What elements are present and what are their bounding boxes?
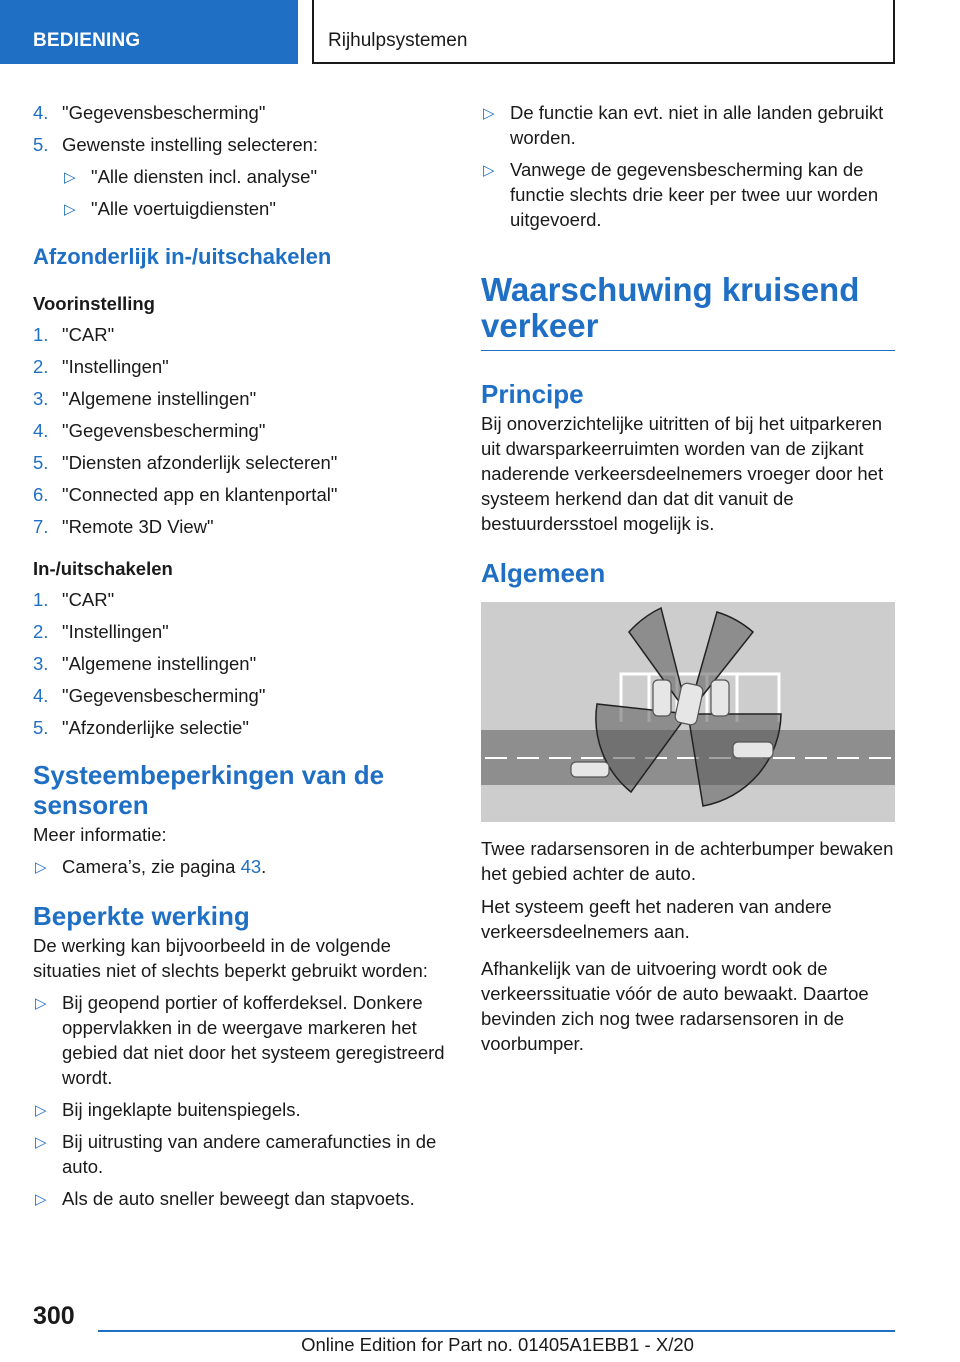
header-chapter-box (312, 0, 895, 64)
bullet-item: ▷ Bij ingeklapte buitenspiegels. (33, 1097, 448, 1122)
bullet-triangle-icon: ▷ (35, 1102, 47, 1119)
beperkt-intro: De werking kan bijvoorbeeld in de volgende situaties niet of slechts beperkt gebruikt worden: (33, 935, 428, 981)
algemeen-para3: Afhankelijk van de uitvoering wordt ook de verkeerssituatie vóór de auto bewaakt. Daartoe bevinden zich nog twee radarsensoren in de voorbumper. (481, 958, 869, 1054)
heading-waarschuwing: Waarschuwing kruisend verkeer (481, 272, 895, 351)
bullet-triangle-icon: ▷ (35, 995, 47, 1012)
left-column (33, 100, 448, 1218)
bullet-item: ▷ Vanwege de gegevensbescherming kan de functie slechts drie keer per twee uur worden uitgevoerd. (483, 159, 879, 230)
list-item: 2. "Instellingen" (33, 621, 169, 642)
list-item: 1. "CAR" (33, 324, 115, 345)
header-chapter-label: Rijhulpsystemen (328, 30, 468, 51)
heading-beperkte-werking: Beperkte werking (33, 901, 250, 931)
page-number: 300 (33, 1302, 75, 1330)
list-item: 6. "Connected app en klantenportal" (33, 484, 338, 505)
list-item: 3. "Algemene instellingen" (33, 388, 257, 409)
heading-systeembeperkingen: Systeembeperkingen van de sensoren (33, 760, 385, 820)
list-item: 5. Gewenste instelling selecteren: (33, 134, 319, 155)
top-sub-bullets (62, 164, 448, 221)
bullet-triangle-icon: ▷ (64, 169, 76, 186)
list-item: 1. "CAR" (33, 589, 115, 610)
bullet-triangle-icon: ▷ (35, 859, 47, 876)
algemeen-para1: Twee radarsensoren in de achterbumper bewaken het gebied achter de auto. (481, 838, 894, 884)
bullet-item: ▷ Camera’s, zie pagina 43. (33, 854, 448, 879)
voorinstelling-list (33, 322, 448, 539)
header-section-label: BEDIENING (33, 30, 141, 51)
bullet-item: ▷ "Alle diensten incl. analyse" (62, 164, 448, 189)
right-column (481, 100, 895, 1056)
inuitschakelen-list (33, 587, 448, 740)
bullet-triangle-icon: ▷ (483, 105, 495, 122)
meer-informatie: Meer informatie: (33, 824, 167, 845)
footer-divider (98, 1330, 895, 1332)
list-item: 4. "Gegevensbescherming" (33, 102, 266, 123)
list-item: 5. "Diensten afzonderlijk selecteren" (33, 452, 338, 473)
bullet-item: ▷ Bij geopend portier of kofferdeksel. Donkere oppervlakken in de weergave markeren het gebied dat niet door het systeem geregistreerd wordt. (35, 992, 445, 1088)
principe-text: Bij onoverzichtelijke uitritten of bij het uitparkeren uit dwarsparkeerruimten worden van de zijkant naderende verkeersdeelnemers vroeger door het systeem herkend dan dat dit vanuit de bestuurdersstoel mogelijk is. (481, 413, 884, 534)
top-ordered-list (33, 100, 448, 157)
bullet-item: ▷ De functie kan evt. niet in alle landen gebruikt worden. (483, 102, 884, 148)
list-item: 7. "Remote 3D View" (33, 516, 214, 537)
bullet-triangle-icon: ▷ (35, 1191, 47, 1208)
algemeen-para2: Het systeem geeft het naderen van andere verkeersdeelnemers aan. (481, 896, 832, 942)
list-item: 5. "Afzonderlijke selectie" (33, 717, 249, 738)
heading-principe: Principe (481, 379, 584, 409)
heading-afzonderlijk: Afzonderlijk in-/uitschakelen (33, 244, 332, 269)
bullet-item: ▷ Als de auto sneller beweegt dan stapvoets. (33, 1186, 448, 1211)
cross-traffic-illustration (481, 602, 895, 822)
list-item: 4. "Gegevensbescherming" (33, 685, 266, 706)
bullet-triangle-icon: ▷ (483, 162, 495, 179)
list-item: 3. "Algemene instellingen" (33, 653, 257, 674)
bullet-item: ▷ Bij uitrusting van andere camerafuncties in de auto. (35, 1131, 437, 1177)
bullet-triangle-icon: ▷ (64, 201, 76, 218)
subheading-voorinstelling: Voorinstelling (33, 293, 155, 314)
list-item: 4. "Gegevensbescherming" (33, 420, 266, 441)
list-item: 2. "Instellingen" (33, 356, 169, 377)
header-section-tab (0, 0, 298, 64)
page-link[interactable]: 43 (240, 856, 262, 877)
subheading-inuitschakelen: In-/uitschakelen (33, 558, 173, 579)
heading-algemeen: Algemeen (481, 558, 606, 588)
bullet-item: ▷ "Alle voertuigdiensten" (62, 196, 448, 221)
bullet-triangle-icon: ▷ (35, 1134, 47, 1151)
footer-edition: Online Edition for Part no. 01405A1EBB1 - X/20 (301, 1334, 694, 1355)
